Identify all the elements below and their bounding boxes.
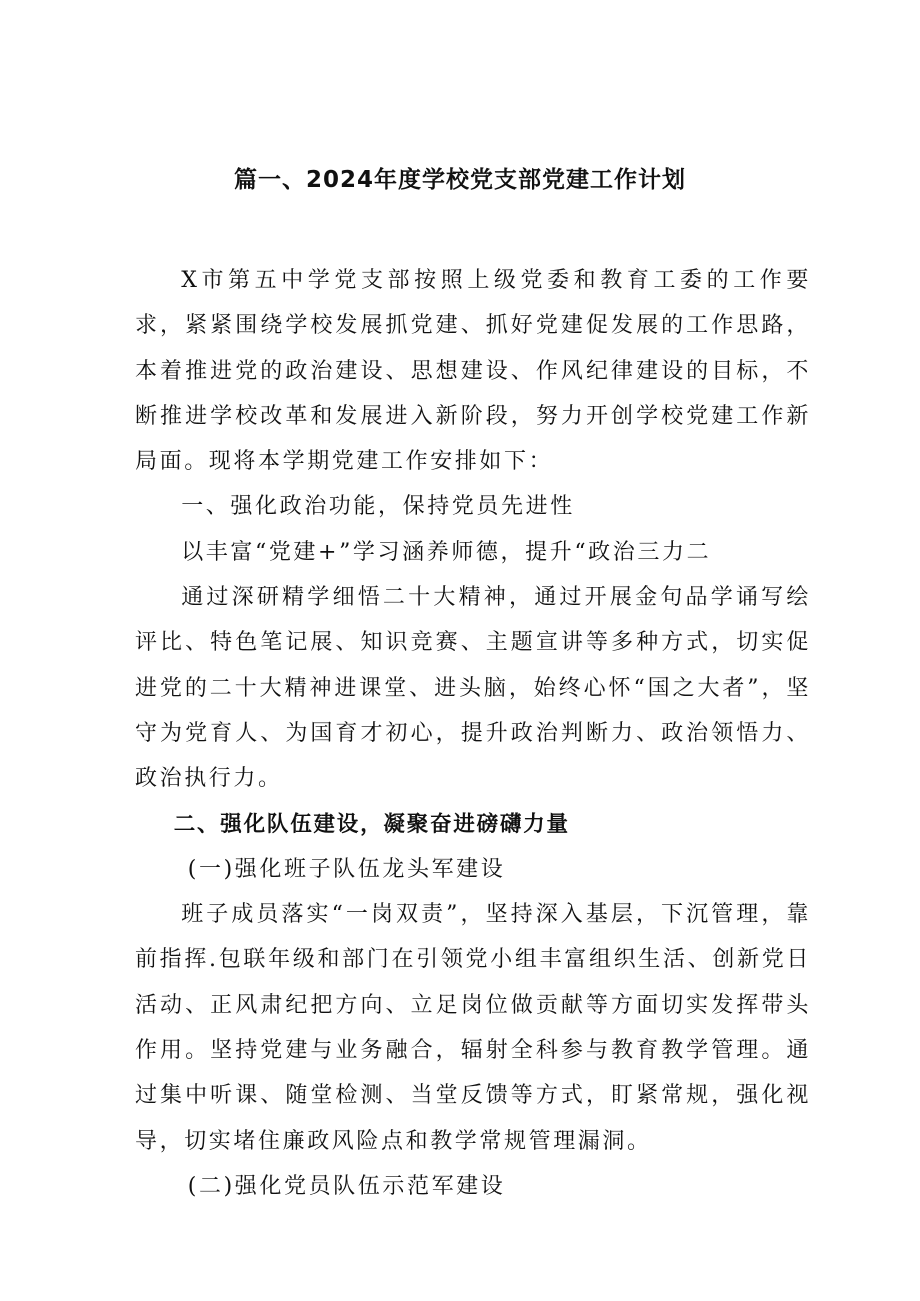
section-2-subheading-2: (二)强化党员队伍示范军建设 — [187, 1173, 506, 1199]
section-2-paragraph-1: 班子成员落实“一岗双责”，坚持深入基层，下沉管理，靠前指挥.包联年级和部门在引领党小组丰富组织生活、创新党日活动、正风肃纪把方向、立足岗位做贡献等方面切实发挥带头作用。坚持党建与业务融合，辐射全科参与教育教学管理。通过集中听课、随堂检测、当堂反馈等方式，盯紧常规，强化视导，切实堵住廉政风险点和教学常规管理漏洞。 — [135, 902, 811, 1154]
section-1-paragraph: 通过深研精学细悟二十大精神，通过开展金句品学诵写绘评比、特色笔记展、知识竞赛、主题宣讲等多种方式，切实促进党的二十大精神进课堂、进头脑，始终心怀“国之大者”，坚守为党育人、为国育才初心，提升政治判断力、政治领悟力、政治执行力。 — [135, 585, 811, 792]
section-1-subheading: 以丰富“党建+”学习涵养师德，提升“政治三力二 — [181, 539, 712, 565]
section-1-heading: 一、强化政治功能，保持党员先进性 — [181, 494, 575, 520]
document-body — [135, 258, 811, 1209]
intro-paragraph: X市第五中学党支部按照上级党委和教育工委的工作要求，紧紧围绕学校发展抓党建、抓好党建促发展的工作思路，本着推进党的政治建设、思想建设、作风纪律建设的目标，不断推进学校改革和发展进入新阶段，努力开创学校党建工作新局面。现将本学期党建工作安排如下： — [135, 268, 811, 475]
section-2-subheading-1: (一)强化班子队伍龙头军建设 — [187, 856, 506, 882]
document-title: 篇一、2024年度学校党支部党建工作计划 — [233, 167, 686, 193]
section-2-heading: 二、强化队伍建设，凝聚奋进磅礴力量 — [173, 811, 570, 837]
